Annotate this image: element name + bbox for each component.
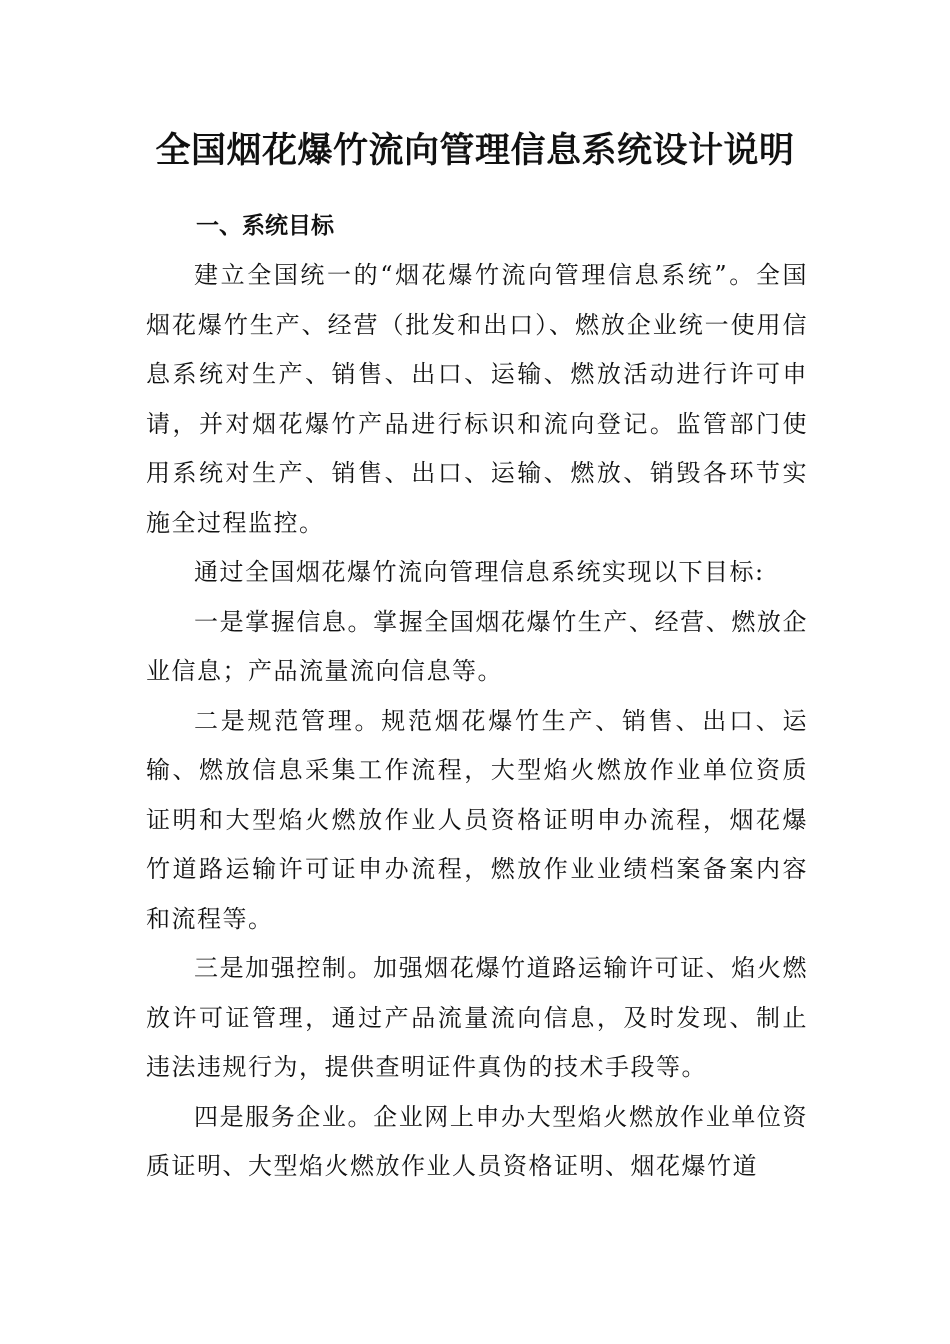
paragraph-goal-2: 二是规范管理。规范烟花爆竹生产、销售、出口、运输、燃放信息采集工作流程，大型焰火燃放作业单位资质证明和大型焰火燃放作业人员资格证明申办流程，烟花爆竹道路运输许可证申办流程，燃放作业业绩档案备案内容和流程等。 [146, 706, 808, 933]
paragraph-goal-3: 三是加强控制。加强烟花爆竹道路运输许可证、焰火燃放许可证管理，通过产品流量流向信息，及时发现、制止违法违规行为，提供查明证件真伪的技术手段等。 [146, 954, 808, 1081]
paragraph-goal-1: 一是掌握信息。掌握全国烟花爆竹生产、经营、燃放企业信息；产品流量流向信息等。 [146, 607, 808, 685]
section-heading: 一、系统目标 [196, 213, 334, 239]
paragraph-goals-lead: 通过全国烟花爆竹流向管理信息系统实现以下目标: [194, 558, 765, 586]
paragraph-goal-4: 四是服务企业。企业网上申办大型焰火燃放作业单位资质证明、大型焰火燃放作业人员资格证明、烟花爆竹道 [146, 1102, 808, 1180]
paragraph-intro: 建立全国统一的“烟花爆竹流向管理信息系统”。全国烟花爆竹生产、经营（批发和出口）、燃放企业统一使用信息系统对生产、销售、出口、运输、燃放活动进行许可申请，并对烟花爆竹产品进行标识和流向登记。监管部门使用系统对生产、销售、出口、运输、燃放、销毁各环节实施全过程监控。 [146, 261, 808, 537]
document-title: 全国烟花爆竹流向管理信息系统设计说明 [155, 130, 795, 171]
body-text [146, 251, 808, 1192]
